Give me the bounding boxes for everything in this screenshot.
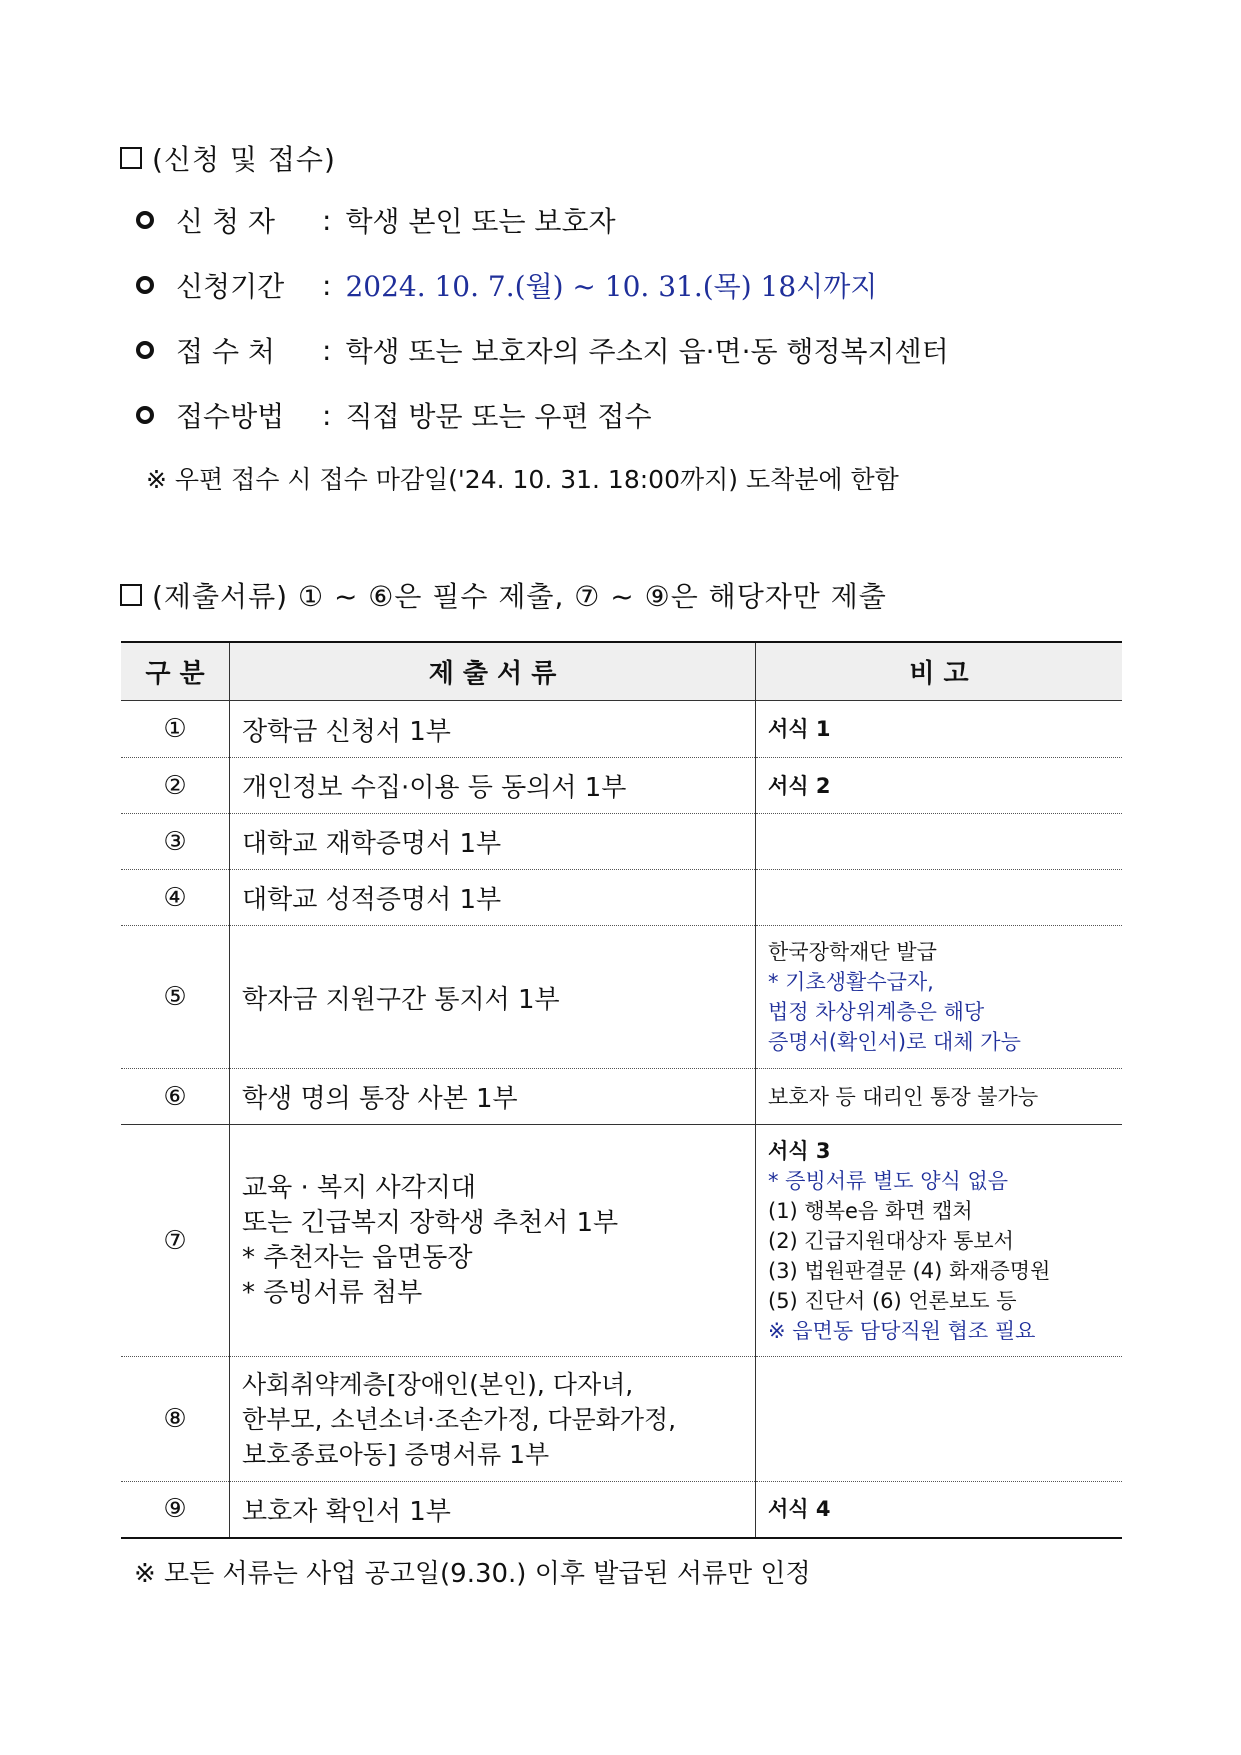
item-applicant: 신 청 자 : 학생 본인 또는 보호자 — [136, 200, 616, 240]
table-row — [121, 1357, 1122, 1482]
footer-note: ※ 모든 서류는 사업 공고일(9.30.) 이후 발급된 서류만 인정 — [134, 1559, 811, 1589]
row-document: 장학금 신청서 1부 — [230, 701, 756, 758]
section2-heading-text: (제출서류) ① ~ ⑥은 필수 제출, ⑦ ~ ⑨은 해당자만 제출 — [152, 580, 887, 613]
doc-line: 보호종료아동] 증명서류 1부 — [242, 1439, 550, 1469]
row-document — [230, 1357, 756, 1482]
row-remark: 서식 2 — [756, 758, 1123, 814]
row-remark — [756, 814, 1123, 870]
doc-line: 사회취약계층[장애인(본인), 다자녀, — [242, 1369, 634, 1399]
row-remark — [756, 926, 1123, 1069]
row-remark — [756, 1357, 1123, 1482]
remark-line: ※ 읍면동 담당직원 협조 필요 — [768, 1318, 1036, 1343]
section1-heading-text: (신청 및 접수) — [152, 143, 336, 176]
row-number: ③ — [121, 814, 230, 870]
circle-bullet-icon — [136, 406, 154, 424]
remark-line: * 기초생활수급자, — [768, 970, 934, 994]
row-remark: 서식 1 — [756, 701, 1123, 758]
row-remark — [756, 1125, 1123, 1357]
row-document: 대학교 성적증명서 1부 — [230, 870, 756, 926]
checkbox-square-icon — [120, 584, 142, 606]
circle-bullet-icon — [136, 341, 154, 359]
row-document — [230, 1125, 756, 1357]
table-row — [121, 814, 1122, 870]
header-remarks: 비 고 — [756, 642, 1123, 701]
doc-line: 한부모, 소년소녀·조손가정, 다문화가정, — [242, 1404, 677, 1434]
row-remark — [756, 870, 1123, 926]
remark-line: 법정 차상위계층은 해당 — [768, 1000, 985, 1024]
table-row — [121, 1125, 1122, 1357]
remark-line: (5) 진단서 (6) 언론보도 등 — [768, 1288, 1017, 1313]
remark-line: 한국장학재단 발급 — [768, 940, 937, 964]
item-label: 접수방법 — [176, 400, 285, 433]
item-label: 신 청 자 — [176, 205, 275, 238]
row-document: 개인정보 수집·이용 등 동의서 1부 — [230, 758, 756, 814]
row-number: ① — [121, 701, 230, 758]
row-document: 보호자 확인서 1부 — [230, 1482, 756, 1538]
remark-line: 서식 3 — [768, 1138, 831, 1163]
row-document: 학자금 지원구간 통지서 1부 — [230, 926, 756, 1069]
item-value: 직접 방문 또는 우편 접수 — [345, 400, 652, 433]
doc-line: * 추천자는 읍면동장 — [242, 1242, 473, 1273]
item-label: 접 수 처 — [176, 335, 275, 368]
item-value: 2024. 10. 7.(월) ~ 10. 31.(목) 18시까지 — [345, 270, 878, 303]
item-office: 접 수 처 : 학생 또는 보호자의 주소지 읍·면·동 행정복지센터 — [136, 330, 949, 370]
doc-line: 교육 · 복지 사각지대 — [242, 1172, 476, 1203]
table-row — [121, 926, 1122, 1069]
table-row — [121, 1482, 1122, 1538]
table-row — [121, 758, 1122, 814]
row-number: ⑧ — [121, 1357, 230, 1482]
circle-bullet-icon — [136, 276, 154, 294]
item-method: 접수방법 : 직접 방문 또는 우편 접수 — [136, 395, 652, 435]
circle-bullet-icon — [136, 211, 154, 229]
table-row — [121, 870, 1122, 926]
row-number: ② — [121, 758, 230, 814]
doc-line: 또는 긴급복지 장학생 추천서 1부 — [242, 1207, 619, 1238]
row-remark: 보호자 등 대리인 통장 불가능 — [756, 1069, 1123, 1125]
row-number: ⑨ — [121, 1482, 230, 1538]
row-number: ⑥ — [121, 1069, 230, 1125]
item-period: 신청기간 : 2024. 10. 7.(월) ~ 10. 31.(목) 18시까지 — [136, 265, 877, 305]
row-remark: 서식 4 — [756, 1482, 1123, 1538]
item-label: 신청기간 — [176, 270, 285, 303]
remark-line: (3) 법원판결문 (4) 화재증명원 — [768, 1258, 1051, 1283]
row-number: ⑦ — [121, 1125, 230, 1357]
table-row — [121, 1069, 1122, 1125]
row-number: ④ — [121, 870, 230, 926]
header-category: 구 분 — [121, 642, 230, 701]
header-documents: 제 출 서 류 — [230, 642, 756, 701]
table-row — [121, 701, 1122, 758]
remark-line: (1) 행복e음 화면 캡처 — [768, 1198, 973, 1223]
remark-line: 증명서(확인서)로 대체 가능 — [768, 1030, 1021, 1054]
table-header-row — [121, 642, 1122, 701]
row-document: 학생 명의 통장 사본 1부 — [230, 1069, 756, 1125]
checkbox-square-icon — [120, 147, 142, 169]
remark-line: (2) 긴급지원대상자 통보서 — [768, 1228, 1014, 1253]
item-value: 학생 본인 또는 보호자 — [345, 205, 616, 238]
section1-heading — [120, 138, 336, 178]
item-value: 학생 또는 보호자의 주소지 읍·면·동 행정복지센터 — [345, 335, 949, 368]
documents-table — [121, 641, 1122, 1539]
row-document: 대학교 재학증명서 1부 — [230, 814, 756, 870]
doc-line: * 증빙서류 첨부 — [242, 1277, 423, 1308]
mail-note: ※ 우편 접수 시 접수 마감일('24. 10. 31. 18:00까지) 도착분에 한함 — [146, 465, 899, 494]
section2-heading — [120, 575, 887, 615]
row-number: ⑤ — [121, 926, 230, 1069]
remark-line: * 증빙서류 별도 양식 없음 — [768, 1168, 1009, 1193]
